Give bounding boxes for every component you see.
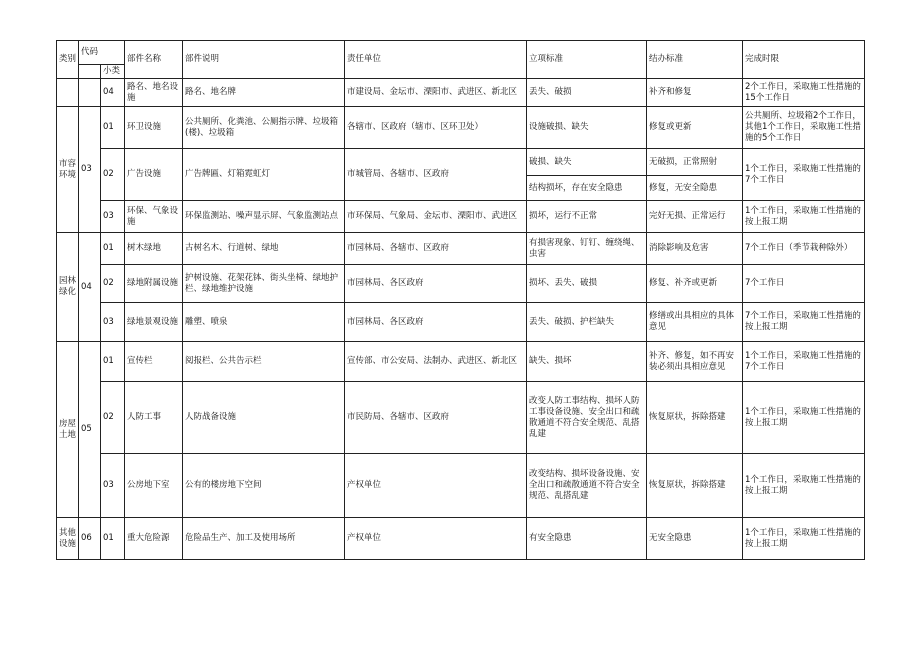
part-desc-cell: 公共厕所、化粪池、公厕指示牌、垃圾箱(楼)、垃圾箱 xyxy=(183,107,345,149)
category-code-cell xyxy=(79,79,101,107)
table-row xyxy=(57,201,865,233)
deadline-cell: 1个工作日，采取施工性措施的按上报工期 xyxy=(743,454,865,518)
deadline-cell: 1个工作日，采取施工性措施的按上报工期 xyxy=(743,201,865,233)
filing-standard-cell: 丢失、破损、护栏缺失 xyxy=(527,303,647,342)
table-row xyxy=(57,107,865,149)
part-name-cell: 路名、地名设施 xyxy=(125,79,183,107)
header-code-blank xyxy=(79,65,101,79)
responsible-unit-cell: 市建设局、金坛市、溧阳市、武进区、新北区 xyxy=(345,79,527,107)
category-cell: 市容环境 xyxy=(57,107,79,233)
filing-standard-cell: 损坏、丢失、破损 xyxy=(527,265,647,303)
part-name-cell: 宣传栏 xyxy=(125,342,183,382)
filing-standard-cell: 改变人防工事结构、损坏人防工事设备设施、安全出口和疏散通道不符合安全规范、乱搭乱建 xyxy=(527,382,647,454)
category-cell: 房屋土地 xyxy=(57,342,79,518)
responsible-unit-cell: 市园林局、各区政府 xyxy=(345,265,527,303)
table-row xyxy=(57,518,865,560)
subclass-code-cell: 01 xyxy=(101,233,125,265)
responsible-unit-cell: 市民防局、各辖市、区政府 xyxy=(345,382,527,454)
subclass-code-cell: 02 xyxy=(101,382,125,454)
part-name-cell: 环保、气象设施 xyxy=(125,201,183,233)
subclass-code-cell: 02 xyxy=(101,265,125,303)
deadline-cell: 1个工作日，采取施工性措施的按上报工期 xyxy=(743,518,865,560)
part-desc-cell: 环保监测站、噪声显示屏、气象监测站点 xyxy=(183,201,345,233)
closing-standard-cell: 补齐和修复 xyxy=(647,79,743,107)
part-name-cell: 环卫设施 xyxy=(125,107,183,149)
header-part-name: 部件名称 xyxy=(125,41,183,79)
filing-standard-cell: 损坏，运行不正常 xyxy=(527,201,647,233)
filing-standard-cell: 丢失、破损 xyxy=(527,79,647,107)
closing-standard-cell: 完好无损、正常运行 xyxy=(647,201,743,233)
filing-standard-cell: 结构损坏，存在安全隐患 xyxy=(527,176,647,201)
header-code: 代码 xyxy=(79,41,125,65)
closing-standard-cell: 修复或更新 xyxy=(647,107,743,149)
category-code-cell: 04 xyxy=(79,233,101,342)
table-row xyxy=(57,233,865,265)
deadline-cell: 1个工作日，采取施工性措施的7个工作日 xyxy=(743,342,865,382)
subclass-code-cell: 03 xyxy=(101,303,125,342)
subclass-code-cell: 03 xyxy=(101,454,125,518)
filing-standard-cell: 设施破损、缺失 xyxy=(527,107,647,149)
header-category: 类别 xyxy=(57,41,79,79)
table-row xyxy=(57,265,865,303)
closing-standard-cell: 修复、补齐或更新 xyxy=(647,265,743,303)
deadline-cell: 公共厕所、垃圾箱2个工作日，其他1个工作日，采取施工性措施的5个工作日 xyxy=(743,107,865,149)
filing-standard-cell: 破损、缺失 xyxy=(527,149,647,176)
table-row xyxy=(57,342,865,382)
category-cell: 其他设施 xyxy=(57,518,79,560)
closing-standard-cell: 消除影响及危害 xyxy=(647,233,743,265)
responsible-unit-cell: 产权单位 xyxy=(345,454,527,518)
header-deadline: 完成时限 xyxy=(743,41,865,79)
closing-standard-cell: 补齐、修复，如不再安装必须出具相应意见 xyxy=(647,342,743,382)
subclass-code-cell: 01 xyxy=(101,518,125,560)
part-name-cell: 树木绿地 xyxy=(125,233,183,265)
deadline-cell: 7个工作日 xyxy=(743,265,865,303)
responsible-unit-cell: 各辖市、区政府（辖市、区环卫处） xyxy=(345,107,527,149)
part-desc-cell: 人防战备设施 xyxy=(183,382,345,454)
category-cell xyxy=(57,79,79,107)
category-code-cell: 03 xyxy=(79,107,101,233)
part-desc-cell: 雕塑、喷泉 xyxy=(183,303,345,342)
table-row xyxy=(57,303,865,342)
part-desc-cell: 公有的楼房地下空间 xyxy=(183,454,345,518)
subclass-code-cell: 04 xyxy=(101,79,125,107)
responsible-unit-cell: 产权单位 xyxy=(345,518,527,560)
part-desc-cell: 危险品生产、加工及使用场所 xyxy=(183,518,345,560)
table-row xyxy=(57,149,865,176)
subclass-code-cell: 03 xyxy=(101,201,125,233)
category-code-cell: 06 xyxy=(79,518,101,560)
filing-standard-cell: 改变结构、损坏设备设施、安全出口和疏散通道不符合安全规范、乱搭乱建 xyxy=(527,454,647,518)
filing-standard-cell: 缺失、损坏 xyxy=(527,342,647,382)
closing-standard-cell: 恢复原状，拆除搭建 xyxy=(647,454,743,518)
header-responsible: 责任单位 xyxy=(345,41,527,79)
responsible-unit-cell: 市城管局、各辖市、区政府 xyxy=(345,149,527,201)
part-desc-cell: 古树名木、行道树、绿地 xyxy=(183,233,345,265)
part-desc-cell: 护树设施、花架花钵、街头坐椅、绿地护栏、绿地维护设施 xyxy=(183,265,345,303)
deadline-cell: 1个工作日，采取施工性措施的按上报工期 xyxy=(743,382,865,454)
part-name-cell: 人防工事 xyxy=(125,382,183,454)
subclass-code-cell: 01 xyxy=(101,342,125,382)
responsible-unit-cell: 宣传部、市公安局、法制办、武进区、新北区 xyxy=(345,342,527,382)
standards-table xyxy=(56,40,865,560)
part-name-cell: 广告设施 xyxy=(125,149,183,201)
part-desc-cell: 阅报栏、公共告示栏 xyxy=(183,342,345,382)
deadline-cell: 2个工作日，采取施工性措施的15个工作日 xyxy=(743,79,865,107)
part-name-cell: 绿地景观设施 xyxy=(125,303,183,342)
closing-standard-cell: 恢复原状，拆除搭建 xyxy=(647,382,743,454)
subclass-code-cell: 01 xyxy=(101,107,125,149)
header-filing-standard: 立项标准 xyxy=(527,41,647,79)
subclass-code-cell: 02 xyxy=(101,149,125,201)
responsible-unit-cell: 市园林局、各辖市、区政府 xyxy=(345,233,527,265)
header-closing-standard: 结办标准 xyxy=(647,41,743,79)
deadline-cell: 1个工作日，采取施工性措施的7个工作日 xyxy=(743,149,865,201)
responsible-unit-cell: 市环保局、气象局、金坛市、溧阳市、武进区 xyxy=(345,201,527,233)
part-name-cell: 公房地下室 xyxy=(125,454,183,518)
closing-standard-cell: 无破损，正常照射 xyxy=(647,149,743,176)
filing-standard-cell: 有损害现象、钉钉、缠绕绳、虫害 xyxy=(527,233,647,265)
table-row xyxy=(57,79,865,107)
part-name-cell: 绿地附属设施 xyxy=(125,265,183,303)
table-row xyxy=(57,382,865,454)
responsible-unit-cell: 市园林局、各区政府 xyxy=(345,303,527,342)
filing-standard-cell: 有安全隐患 xyxy=(527,518,647,560)
part-desc-cell: 广告牌匾、灯箱霓虹灯 xyxy=(183,149,345,201)
header-part-desc: 部件说明 xyxy=(183,41,345,79)
part-name-cell: 重大危险源 xyxy=(125,518,183,560)
deadline-cell: 7个工作日（季节栽种除外） xyxy=(743,233,865,265)
header-subclass: 小类 xyxy=(101,65,125,79)
table-row xyxy=(57,454,865,518)
closing-standard-cell: 修复，无安全隐患 xyxy=(647,176,743,201)
category-cell: 园林绿化 xyxy=(57,233,79,342)
closing-standard-cell: 无安全隐患 xyxy=(647,518,743,560)
closing-standard-cell: 修缮或出具相应的具体意见 xyxy=(647,303,743,342)
deadline-cell: 7个工作日，采取施工性措施的按上报工期 xyxy=(743,303,865,342)
part-desc-cell: 路名、地名牌 xyxy=(183,79,345,107)
category-code-cell: 05 xyxy=(79,342,101,518)
